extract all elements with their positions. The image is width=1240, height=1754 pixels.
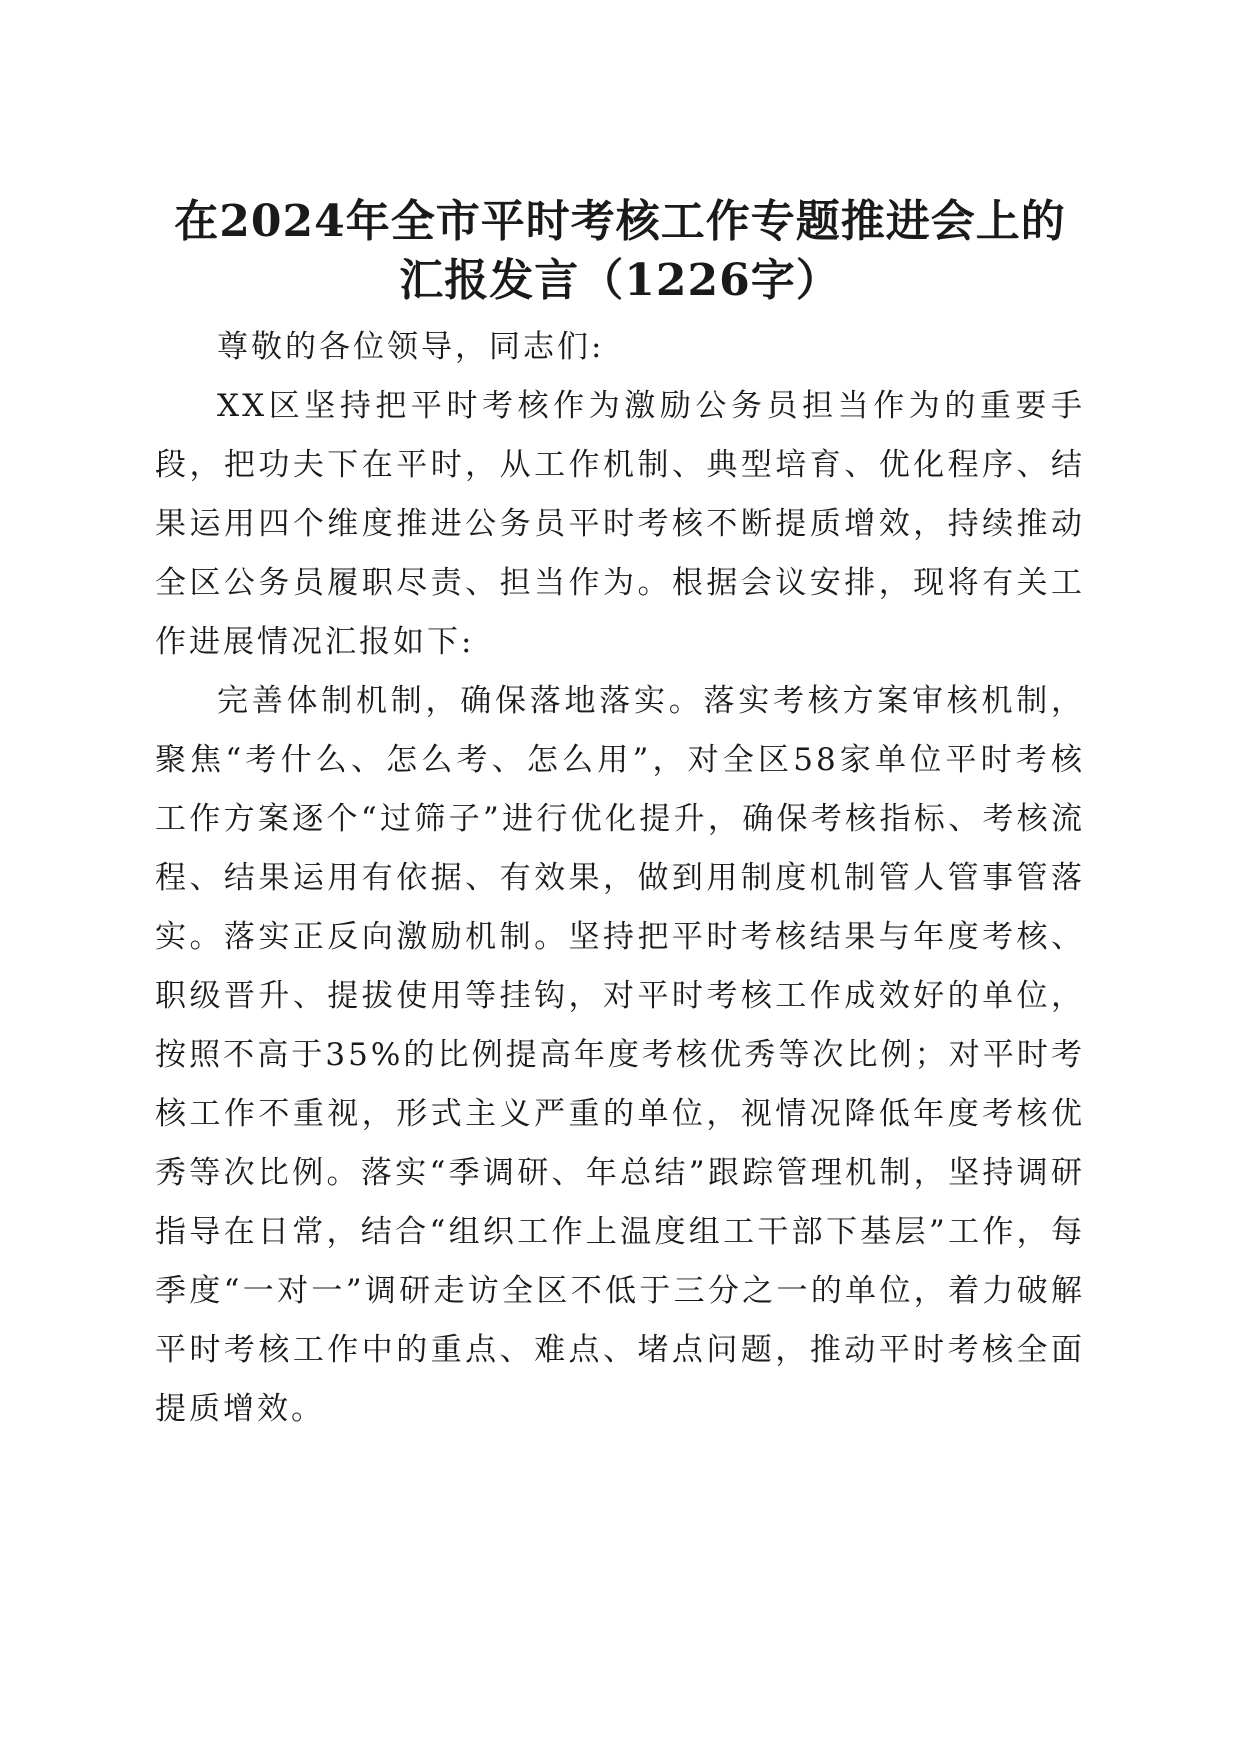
- paragraph-intro: XX区坚持把平时考核作为激励公务员担当作为的重要手段，把功夫下在平时，从工作机制、典型培育、优化程序、结果运用四个维度推进公务员平时考核不断提质增效，持续推动全区公务员履职尽责、担当作为。根据会议安排，现将有关工作进展情况汇报如下:: [155, 388, 1085, 660]
- document-title-line1: 在2024年全市平时考核工作专题推进会上的: [174, 196, 1066, 247]
- document-title-line2: 汇报发言（1226字）: [399, 255, 841, 306]
- salutation: 尊敬的各位领导，同志们:: [217, 329, 605, 365]
- paragraph-mechanism: 完善体制机制，确保落地落实。落实考核方案审核机制，聚焦“考什么、怎么考、怎么用”，对全区58家单位平时考核工作方案逐个“过筛子”进行优化提升，确保考核指标、考核流程、结果运用有依据、有效果，做到用制度机制管人管事管落实。落实正反向激励机制。坚持把平时考核结果与年度考核、职级晋升、提拔使用等挂钩，对平时考核工作成效好的单位，按照不高于35%的比例提高年度考核优秀等次比例；对平时考核工作不重视，形式主义严重的单位，视情况降低年度考核优秀等次比例。落实“季调研、年总结”跟踪管理机制，坚持调研指导在日常，结合“组织工作上温度组工干部下基层”工作，每季度“一对一”调研走访全区不低于三分之一的单位，着力破解平时考核工作中的重点、难点、堵点问题，推动平时考核全面提质增效。: [155, 683, 1085, 1427]
- document-body: [155, 318, 1085, 1439]
